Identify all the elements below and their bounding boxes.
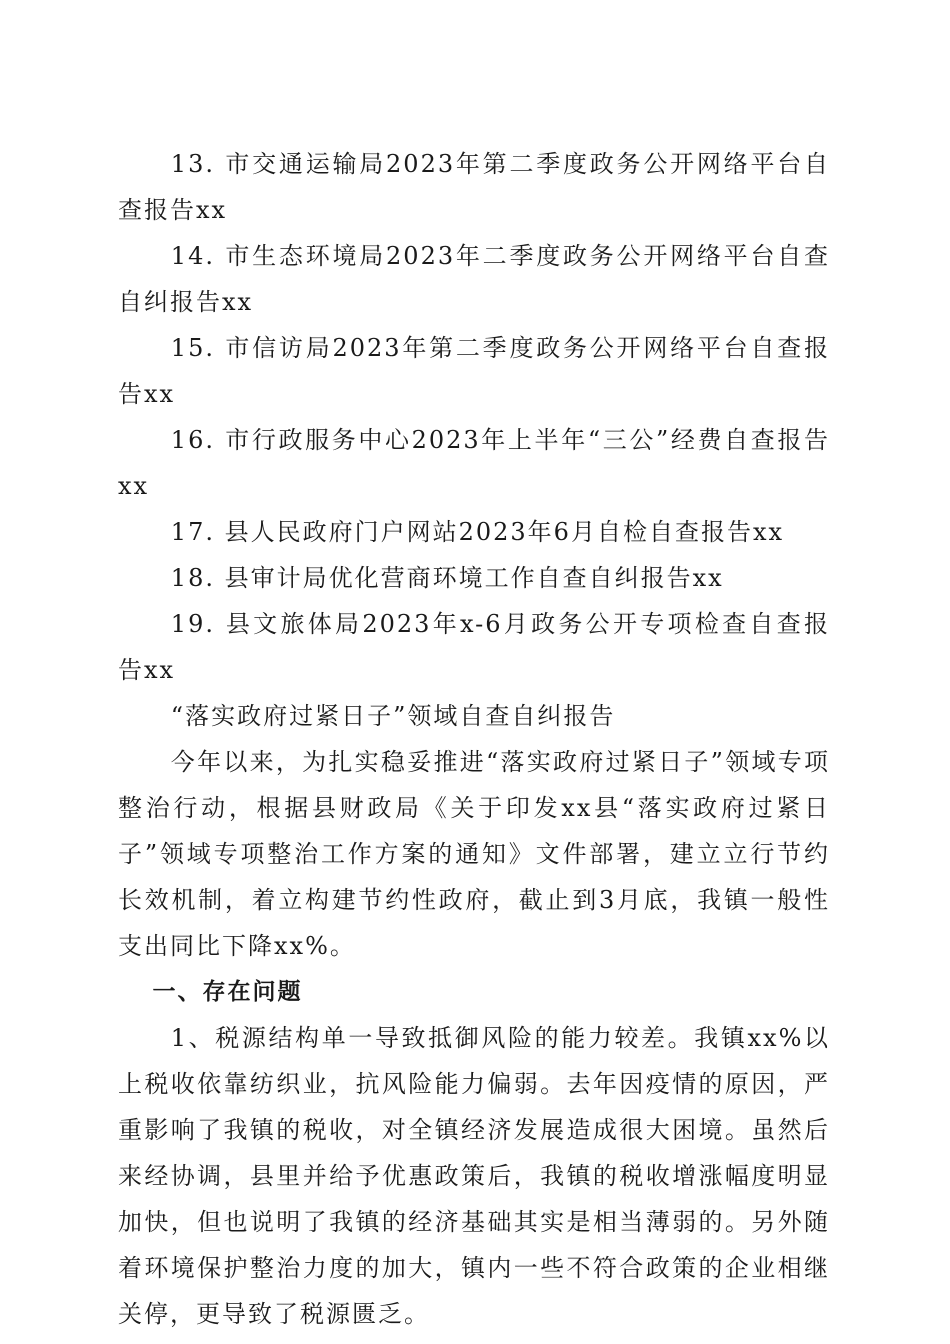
list-item-19: 19. 县文旅体局2023年x-6月政务公开专项检查自查报告xx <box>118 610 830 684</box>
list-item-16: 16. 市行政服务中心2023年上半年“三公”经费自查报告xx <box>118 426 830 500</box>
intro-paragraph: 今年以来，为扎实稳妥推进“落实政府过紧日子”领域专项整治行动，根据县财政局《关于印发xx县“落实政府过紧日子”领域专项整治工作方案的通知》文件部署，建立立行节约长效机制，着立构建节约性政府，截止到3月底，我镇一般性支出同比下降xx%。 <box>118 748 830 960</box>
section-heading: 一、存在问题 <box>152 979 303 1005</box>
list-item-13: 13. 市交通运输局2023年第二季度政务公开网络平台自查报告xx <box>118 150 830 224</box>
list-item-14: 14. 市生态环境局2023年二季度政务公开网络平台自查自纠报告xx <box>118 242 830 316</box>
list-item-18: 18. 县审计局优化营商环境工作自查自纠报告xx <box>170 564 724 592</box>
problem-paragraph-1: 1、税源结构单一导致抵御风险的能力较差。我镇xx%以上税收依靠纺织业，抗风险能力偏弱。去年因疫情的原因，严重影响了我镇的税收，对全镇经济发展造成很大困境。虽然后来经协调，县里并给予优惠政策后，我镇的税收增涨幅度明显加快，但也说明了我镇的经济基础其实是相当薄弱的。另外随着环境保护整治力度的加大，镇内一些不符合政策的企业相继关停，更导致了税源匮乏。 <box>118 1024 830 1328</box>
list-item-17: 17. 县人民政府门户网站2023年6月自检自查报告xx <box>170 518 785 546</box>
list-item-15: 15. 市信访局2023年第二季度政务公开网络平台自查报告xx <box>118 334 830 408</box>
document-title: “落实政府过紧日子”领域自查自纠报告 <box>170 702 616 730</box>
document-body <box>118 141 830 1337</box>
